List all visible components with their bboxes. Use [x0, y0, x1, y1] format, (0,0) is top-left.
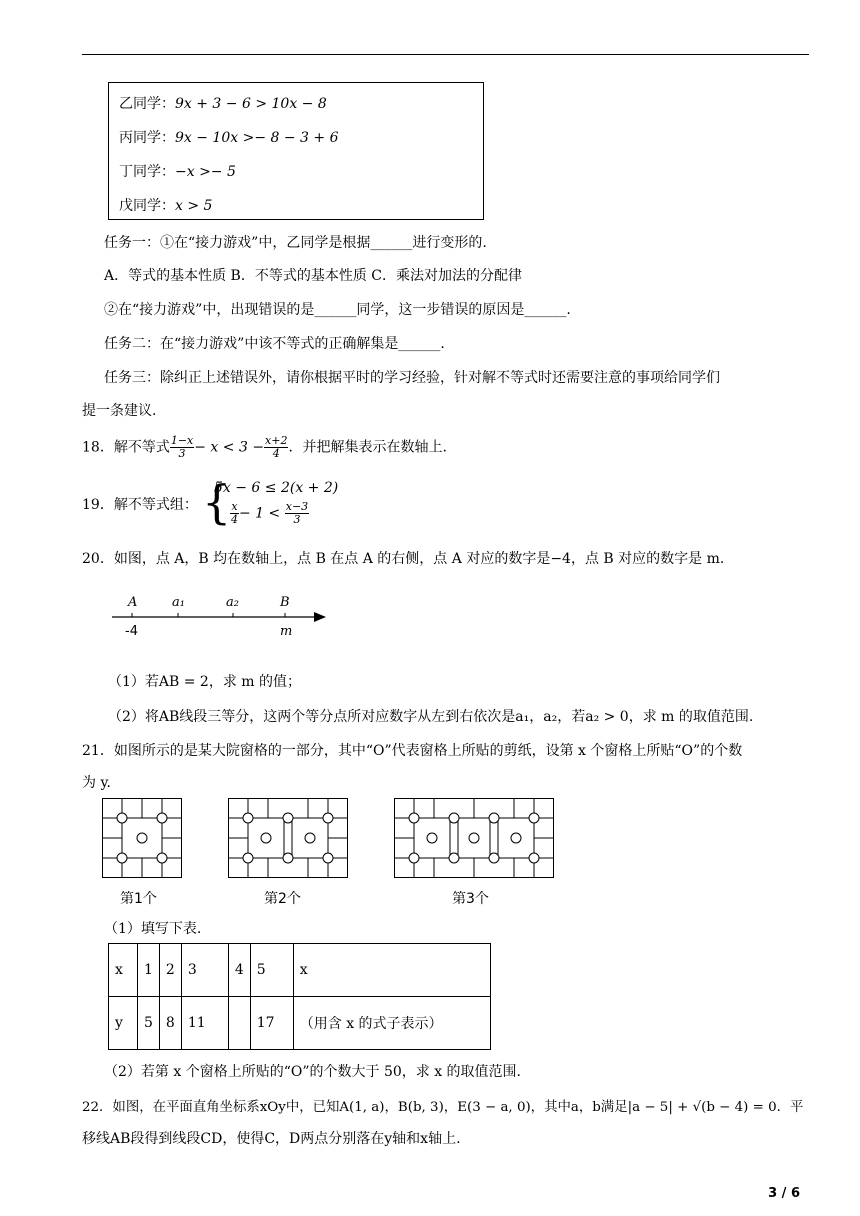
- table-cell: 8: [159, 997, 181, 1050]
- table-row-x: [109, 944, 491, 997]
- relay-line-ding: 丁同学：−x >− 5: [119, 164, 236, 180]
- caption-2: 第2个: [264, 891, 301, 907]
- table-cell: 2: [159, 944, 181, 997]
- header-rule: [82, 54, 809, 55]
- task3-line1: 任务三：除纠正上述错误外，请你根据平时的学习经验，针对解不等式时还需要注意的事项给同学们: [104, 370, 720, 386]
- caption-1: 第1个: [120, 891, 157, 907]
- question-19-label: 19．解不等式组：: [82, 497, 198, 513]
- task1-part2: ②在“接力游戏”中，出现错误的是______同学，这一步错误的原因是______.: [104, 302, 571, 318]
- question-20-part1: （1）若AB = 2，求 m 的值；: [108, 674, 302, 690]
- table-cell: 5: [250, 944, 293, 997]
- data-table: [108, 943, 491, 1050]
- question-21-line2: 为 y.: [82, 775, 111, 791]
- task1-text: 任务一：①在“接力游戏”中，乙同学是根据______进行变形的.: [104, 235, 487, 251]
- table-cell: [228, 997, 250, 1050]
- table-row-y: [109, 997, 491, 1050]
- table-cell: x: [293, 944, 490, 997]
- arrow-head: [314, 612, 326, 622]
- relay-line-yi: 乙同学：9x + 3 − 6 > 10x − 8: [119, 96, 327, 112]
- table-cell: （用含 x 的式子表示）: [293, 997, 490, 1050]
- label-a2: a₂: [226, 595, 239, 610]
- relay-game-box: [108, 82, 484, 220]
- question-21-part2: （2）若第 x 个窗格上所贴的“O”的个数大于 50，求 x 的取值范围.: [104, 1064, 522, 1080]
- question-21-line1: 21．如图所示的是某大院窗格的一部分，其中“O”代表窗格上所贴的剪纸，设第 x 个窗格上所贴“O”的个数: [82, 743, 743, 759]
- fraction-2: $\frac{x+2}{4}$: [265, 434, 288, 460]
- table-cell: 3: [181, 944, 228, 997]
- window-figure-3: [394, 798, 554, 878]
- number-line: [108, 595, 330, 641]
- table-cell: y: [109, 997, 138, 1050]
- question-21-part1: （1）填写下表.: [104, 921, 202, 937]
- question-20: 20．如图，点 A，B 均在数轴上，点 B 在点 A 的右侧，点 A 对应的数字是−4，点 B 对应的数字是 m.: [82, 551, 725, 567]
- value-B: m: [280, 624, 293, 639]
- window-figure-2: [228, 798, 348, 878]
- table-cell: 11: [181, 997, 228, 1050]
- task2-text: 任务二：在“接力游戏”中该不等式的正确解集是______.: [104, 336, 445, 352]
- relay-line-bing: 丙同学：9x − 10x >− 8 − 3 + 6: [119, 130, 339, 146]
- question-22-line1: 22．如图，在平面直角坐标系xOy中，已知A(1, a)，B(b, 3)，E(3 − a, 0)，其中a，b满足|a − 5| + √(b − 4) = 0．平: [82, 1100, 804, 1115]
- relay-line-wu: 戊同学：x > 5: [119, 198, 213, 214]
- question-22-line2: 移线AB段得到线段CD，使得C，D两点分别落在y轴和x轴上.: [82, 1131, 461, 1147]
- table-cell: 4: [228, 944, 250, 997]
- task1-options: A．等式的基本性质 B．不等式的基本性质 C．乘法对加法的分配律: [104, 268, 523, 284]
- caption-3: 第3个: [452, 891, 489, 907]
- question-20-part2: （2）将AB线段三等分，这两个等分点所对应数字从左到右依次是a₁，a₂，若a₂ > 0，求 m 的取值范围.: [108, 709, 754, 725]
- window-figure-1: [102, 798, 182, 878]
- system-brace: {: [202, 475, 232, 529]
- table-cell: x: [109, 944, 138, 997]
- question-18: 18．解不等式 $\frac{1-x}{3}$ − x < 3 − $\frac{x+2}{4}$ ．并把解集表示在数轴上.: [82, 434, 447, 460]
- question-19-row2: $\frac{x}{4}$ − 1 < $\frac{x-3}{3}$: [231, 500, 309, 526]
- label-A: A: [128, 595, 138, 610]
- table-cell: 5: [138, 997, 160, 1050]
- fraction-1: $\frac{1-x}{3}$: [170, 434, 194, 460]
- label-B: B: [280, 595, 290, 610]
- table-cell: 17: [250, 997, 293, 1050]
- value-A: -4: [125, 624, 138, 639]
- question-19-row1: 5x − 6 ≤ 2(x + 2): [214, 480, 339, 496]
- page-number: 3 / 6: [768, 1186, 800, 1201]
- table-cell: 1: [138, 944, 160, 997]
- task3-line2: 提一条建议.: [82, 403, 157, 419]
- label-a1: a₁: [172, 595, 185, 610]
